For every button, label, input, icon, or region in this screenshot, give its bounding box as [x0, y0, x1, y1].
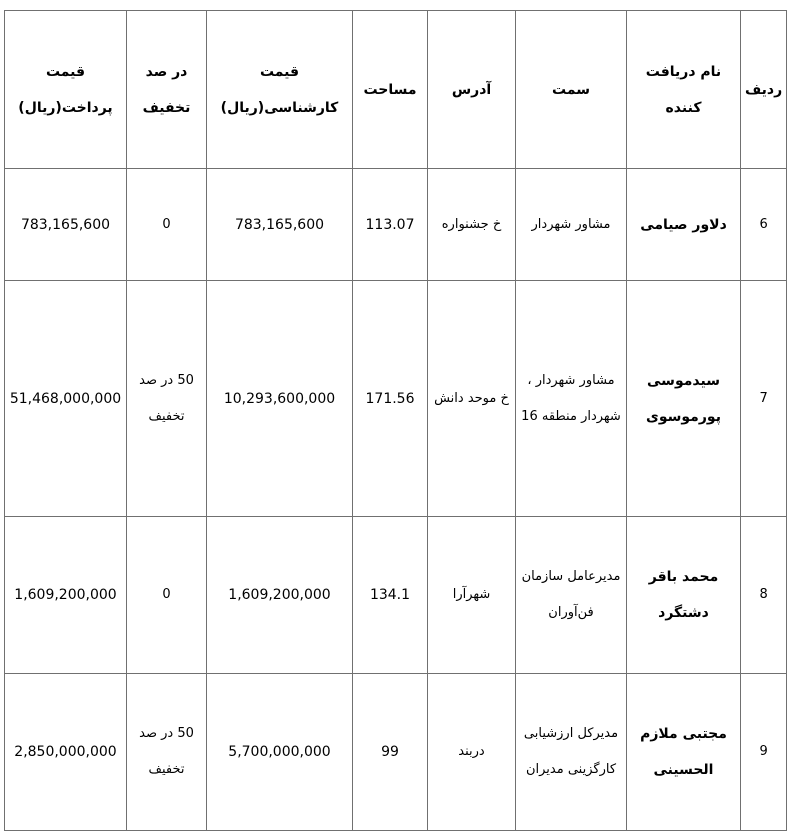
paid-price-cell: 51,468,000,000 — [5, 281, 127, 517]
paid-price-cell: 1,609,200,000 — [5, 517, 127, 674]
header-position: سمت — [516, 11, 627, 169]
table-row — [5, 281, 787, 517]
header-discount: در صد تخفیف — [127, 11, 207, 169]
expert-price-cell: 5,700,000,000 — [207, 674, 353, 831]
paid-price-cell: 783,165,600 — [5, 169, 127, 281]
position-cell: مدیرکل ارزشیابی کارگزینی مدیران — [516, 674, 627, 831]
row-number-cell: 9 — [741, 674, 787, 831]
area-cell: 99 — [353, 674, 428, 831]
expert-price-cell: 10,293,600,000 — [207, 281, 353, 517]
table-row — [5, 674, 787, 831]
name-cell: محمد باقر دشتگرد — [627, 517, 741, 674]
recipients-table — [4, 10, 787, 831]
row-number-cell: 7 — [741, 281, 787, 517]
position-cell: مدیرعامل سازمان فن‌آوران — [516, 517, 627, 674]
area-cell: 134.1 — [353, 517, 428, 674]
table-row — [5, 169, 787, 281]
position-cell: مشاور شهردار ، شهردار منطقه 16 — [516, 281, 627, 517]
header-address: آدرس — [428, 11, 516, 169]
address-cell: خ موحد دانش — [428, 281, 516, 517]
header-row-number: ردیف — [741, 11, 787, 169]
header-row — [5, 11, 787, 169]
name-cell: سیدموسی پورموسوی — [627, 281, 741, 517]
header-paid-price: قیمت پرداخت(ریال) — [5, 11, 127, 169]
row-number-cell: 6 — [741, 169, 787, 281]
paid-price-cell: 2,850,000,000 — [5, 674, 127, 831]
address-cell: خ جشنواره — [428, 169, 516, 281]
table-row — [5, 517, 787, 674]
address-cell: دربند — [428, 674, 516, 831]
header-area: مساحت — [353, 11, 428, 169]
row-number-cell: 8 — [741, 517, 787, 674]
discount-cell: 0 — [127, 517, 207, 674]
area-cell: 113.07 — [353, 169, 428, 281]
address-cell: شهرآرا — [428, 517, 516, 674]
position-cell: مشاور شهردار — [516, 169, 627, 281]
name-cell: مجتبی ملازم الحسینی — [627, 674, 741, 831]
header-name: نام دریافت کننده — [627, 11, 741, 169]
expert-price-cell: 1,609,200,000 — [207, 517, 353, 674]
expert-price-cell: 783,165,600 — [207, 169, 353, 281]
discount-cell: 50 در صد تخفیف — [127, 281, 207, 517]
name-cell: دلاور صیامی — [627, 169, 741, 281]
area-cell: 171.56 — [353, 281, 428, 517]
header-expert-price: قیمت کارشناسی(ریال) — [207, 11, 353, 169]
discount-cell: 0 — [127, 169, 207, 281]
discount-cell: 50 در صد تخفیف — [127, 674, 207, 831]
